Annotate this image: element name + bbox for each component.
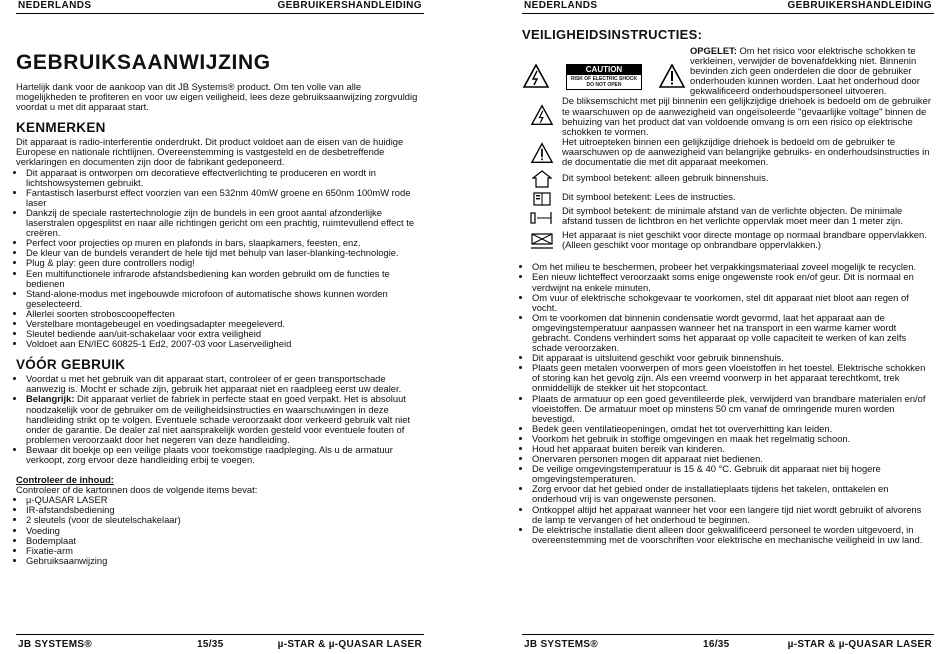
exclamation-triangle-icon — [658, 63, 686, 91]
page-header — [16, 0, 424, 14]
symbol-text: Dit symbool betekent: de minimale afstand van de verlichte objecten. De minimale afstand tussen de lichtbron en het verlichte oppervlak moet meer dan 1 meter zijn. — [562, 205, 903, 227]
footer-brand: JB SYSTEMS® — [18, 639, 93, 650]
list-item: • µ-QUASAR LASER — [26, 495, 424, 505]
symbol-text: Dit symbool betekent: alleen gebruik binnenshuis. — [562, 172, 769, 184]
list-item: • Voeding — [26, 526, 424, 536]
list-item: • Sleutel bediende aan/uit-schakelaar voor extra veiligheid — [26, 329, 424, 339]
contents-intro: Controleer of de kartonnen doos de volgende items bevat: — [16, 484, 258, 496]
symbol-row-read — [522, 192, 934, 206]
list-item: • Zorg ervoor dat het gebied onder de installatieplaats tijdens het takelen, onttakelen en onderhoud vrij is van ongewenste personen. — [532, 484, 934, 504]
list-item — [26, 394, 424, 444]
lightning-triangle-icon — [522, 63, 550, 91]
list-item: • De kleur van de bundels verandert de hele tijd met behulp van laser-blanking-technologie. — [26, 248, 424, 258]
caution-small-text: RISK OF ELECTRIC SHOCK DO NOT OPEN — [570, 76, 638, 89]
safety-heading: VEILIGHEIDSINSTRUCTIES: — [522, 27, 703, 42]
list-item: • Stand-alone-modus met ingebouwde microfoon of automatische shows kunnen worden geselecteerd. — [26, 289, 424, 309]
list-item: • Fantastisch laserburst effect voorzien van een 532nm 40mW groene en 650nm 100mW rode laser — [26, 188, 424, 208]
book-icon — [522, 192, 562, 206]
list-item: • Dankzij de speciale rastertechnologie zijn de bundels in een groot aantal afzonderlijke laserstralen opgesplitst en naar alle richtingen gericht om een prachtig, ruimtevullend effect te creëren. — [26, 208, 424, 238]
list-item: • Om vuur of elektrische schokgevaar te voorkomen, stel dit apparaat niet bloot aan regen of vocht. — [532, 293, 934, 313]
symbol-row-surface — [522, 230, 934, 252]
list-item: • Bewaar dit boekje op een veilige plaats voor toekomstige raadpleging. Als u de armatuur verkoopt, zorg ervoor deze handleiding erbij te voegen. — [26, 445, 424, 465]
distance-icon — [522, 206, 562, 226]
footer-brand: JB SYSTEMS® — [524, 639, 599, 650]
list-item: • Om het milieu te beschermen, probeer het verpakkingsmateriaal zoveel mogelijk te recyclen. — [532, 262, 934, 272]
page-footer — [16, 634, 424, 651]
house-icon — [522, 170, 562, 188]
list-item: • Voorkom het gebruik in stoffige omgevingen en maak het regelmatig schoon. — [532, 434, 934, 444]
page-title: GEBRUIKSAANWIJZING — [16, 51, 271, 74]
list-item: • Om te voorkomen dat binnenin condensatie wordt gevormd, laat het apparaat aan de omgevingstemperatuur aanpassen wanneer het na transport in een warme kamer wordt gebracht. Condens verhindert soms het apparaat op volle capaciteit te werken of kan zelfs schade veroorzaken. — [532, 313, 934, 353]
list-item: • Houd het apparaat buiten bereik van kinderen. — [532, 444, 934, 454]
symbol-text: Het apparaat is niet geschikt voor directe montage op normaal brandbare oppervlakken. (Alleen geschikt voor montage op onbrandbare oppervlakken.) — [562, 229, 927, 251]
caution-block — [522, 46, 934, 96]
important-text: Dit apparaat verliet de fabriek in perfecte staat en goed verpakt. Het is absoluut noodzakelijk voor de gebruiker om de veiligheidsinstructies en waarschuwingen in deze handleiding strikt op te volgen. Eventuele schade veroorzaakt door verkeerd gebruik valt niet onder de garantie. De dealer zal niet aansprakelijk worden gesteld voor eventuele fouten of problemen veroorzaakt door het negeren van deze handleiding. — [26, 393, 411, 445]
caution-label-box — [566, 64, 642, 90]
symbol-row-lightning — [522, 96, 934, 136]
list-item: • Fixatie-arm — [26, 546, 424, 556]
footer-page-number: 16/35 — [703, 639, 730, 650]
list-item: • De elektrische installatie dient alleen door gekwalificeerd personeel te worden uitgevoerd, in overeenstemming met de voorschriften voor elektrische en mechanische veiligheid in uw land. — [532, 525, 934, 545]
page-header — [522, 0, 934, 14]
list-item: • Bodemplaat — [26, 536, 424, 546]
opgelet-body: Om het risico voor elektrische schokken te verkleinen, verwijder de bovenafdekking niet. Binnenin bevinden zich geen onderdelen die door de gebruiker onderhouden kunnen worden. Laat het onderhoud door gekwalificeerd onderhoudspersoneel uitvoeren. — [690, 45, 920, 97]
header-title: GEBRUIKERSHANDLEIDING — [277, 0, 422, 11]
before-use-list — [16, 374, 424, 465]
safety-list — [522, 262, 934, 545]
list-item: • Perfect voor projecties op muren en plafonds in bars, slaapkamers, feesten, enz. — [26, 238, 424, 248]
list-item: • Plaats geen metalen voorwerpen of mors geen vloeistoffen in het toestel. Elektrische schokken of storing kan het gevolg zijn. Als een vreemd voorwerp in het apparaat terechtkomt, trek onmiddellijk de stekker uit het stopcontact. — [532, 363, 934, 393]
symbol-text: De bliksemschicht met pijl binnenin een gelijkzijdige driehoek is bedoeld om de gebruiker te waarschuwen op de aanwezigheid van ongeïsoleerde "gevaarlijke voltage" binnen de behuizing van het product dat van voldoende omvang is om een risico op elektrische schokken te vormen. — [562, 95, 931, 137]
footer-page-number: 15/35 — [197, 639, 224, 650]
opgelet-label: OPGELET: — [690, 45, 737, 56]
opgelet-text — [686, 46, 934, 96]
header-language: NEDERLANDS — [18, 0, 92, 11]
footer-product: µ-STAR & µ-QUASAR LASER — [277, 639, 422, 650]
list-item: • De veilige omgevingstemperatuur is 15 & 40 °C. Gebruik dit apparaat niet bij hogere omgevingstemperaturen. — [532, 464, 934, 484]
list-item: • Verstelbare montagebeugel en voedingsadapter meegeleverd. — [26, 319, 424, 329]
list-item: • Voordat u met het gebruik van dit apparaat start, controleer of er geen transportschade aanwezig is. Mocht er schade zijn, gebruik het apparaat niet en raadpleeg eerst uw dealer. — [26, 374, 424, 394]
exclamation-triangle-icon — [522, 137, 562, 164]
list-item: • 2 sleutels (voor de sleutelschakelaar) — [26, 515, 424, 525]
right-page — [506, 0, 950, 654]
list-item: • Bedek geen ventilatieopeningen, omdat het tot oververhitting kan leiden. — [532, 424, 934, 434]
symbol-row-distance — [522, 206, 934, 226]
list-item: • Dit apparaat is uitsluitend geschikt voor gebruik binnenshuis. — [532, 353, 934, 363]
features-heading: KENMERKEN — [16, 120, 106, 136]
right-content — [522, 28, 934, 545]
list-item: • Ontkoppel altijd het apparaat wanneer het voor een langere tijd niet wordt gebruikt of alvorens de lamp te vervangen of het onderhoud te beginnen. — [532, 505, 934, 525]
list-item: • Plug & play: geen dure controllers nodig! — [26, 258, 424, 268]
caution-icons — [522, 46, 686, 96]
page-footer — [522, 634, 934, 651]
contents-heading: Controleer de inhoud: — [16, 474, 114, 486]
important-label: Belangrijk: — [26, 393, 75, 405]
header-title: GEBRUIKERSHANDLEIDING — [787, 0, 932, 11]
list-item: • Gebruiksaanwijzing — [26, 556, 424, 566]
symbol-row-exclamation — [522, 137, 934, 167]
list-item: • Allerlei soorten stroboscoopeffecten — [26, 309, 424, 319]
left-page — [0, 0, 440, 654]
before-use-heading: VÓÓR GEBRUIK — [16, 357, 126, 373]
flammable-surface-icon — [522, 230, 562, 252]
list-item: • Voldoet aan EN/IEC 60825-1 Ed2, 2007-03 voor Laserveiligheid — [26, 339, 424, 349]
list-item: • Een nieuw lichteffect veroorzaakt soms enige ongewenste rook en/of geur. Dit is normaal en verdwijnt na enkele minuten. — [532, 272, 934, 292]
features-intro: Dit apparaat is radio-interferentie onderdrukt. Dit product voldoet aan de eisen van de huidige Europese en nationale richtlijnen. Overeenstemming is vastgesteld en de desbetreffende verklaringen en documenten zijn door de fabrikant gedeponeerd. — [16, 136, 404, 168]
list-item: • IR-afstandsbediening — [26, 505, 424, 515]
list-item: • Een multifunctionele infrarode afstandsbediening kan worden gebruikt om de functies te bedienen — [26, 269, 424, 289]
left-content — [16, 44, 424, 566]
header-language: NEDERLANDS — [524, 0, 598, 11]
symbol-row-indoor — [522, 170, 934, 188]
intro-text: Hartelijk dank voor de aankoop van dit JB Systems® product. Om ten volle van alle mogelijkheden te profiteren en voor uw eigen veiligheid, lees deze gebruiksaanwijzing zorgvuldig voordat u met dit apparaat start. — [16, 81, 418, 113]
footer-product: µ-STAR & µ-QUASAR LASER — [787, 639, 932, 650]
list-item: • Plaats de armatuur op een goed geventileerde plek, verwijderd van brandbare materialen en/of vloeistoffen. De armatuur moet op minstens 50 cm vanaf de omringende muren worden bevestigd. — [532, 394, 934, 424]
symbol-text: Het uitroepteken binnen een gelijkzijdige driehoek is bedoeld om de gebruiker te waarschuwen op de aanwezigheid van belangrijke gebruiks- en onderhoudsinstructies in de documentatie die met dit apparaat meekomen. — [562, 135, 930, 168]
list-item: • Dit apparaat is ontworpen om decoratieve effectverlichting te produceren en wordt in lichtshowsystemen gebruikt. — [26, 168, 424, 188]
lightning-triangle-icon — [522, 96, 562, 126]
caution-label: CAUTION — [567, 65, 641, 75]
list-item: • Onervaren personen mogen dit apparaat niet bedienen. — [532, 454, 934, 464]
contents-list — [16, 495, 424, 566]
symbol-text: Dit symbool betekent: Lees de instructies. — [562, 191, 736, 203]
features-list — [16, 168, 424, 350]
